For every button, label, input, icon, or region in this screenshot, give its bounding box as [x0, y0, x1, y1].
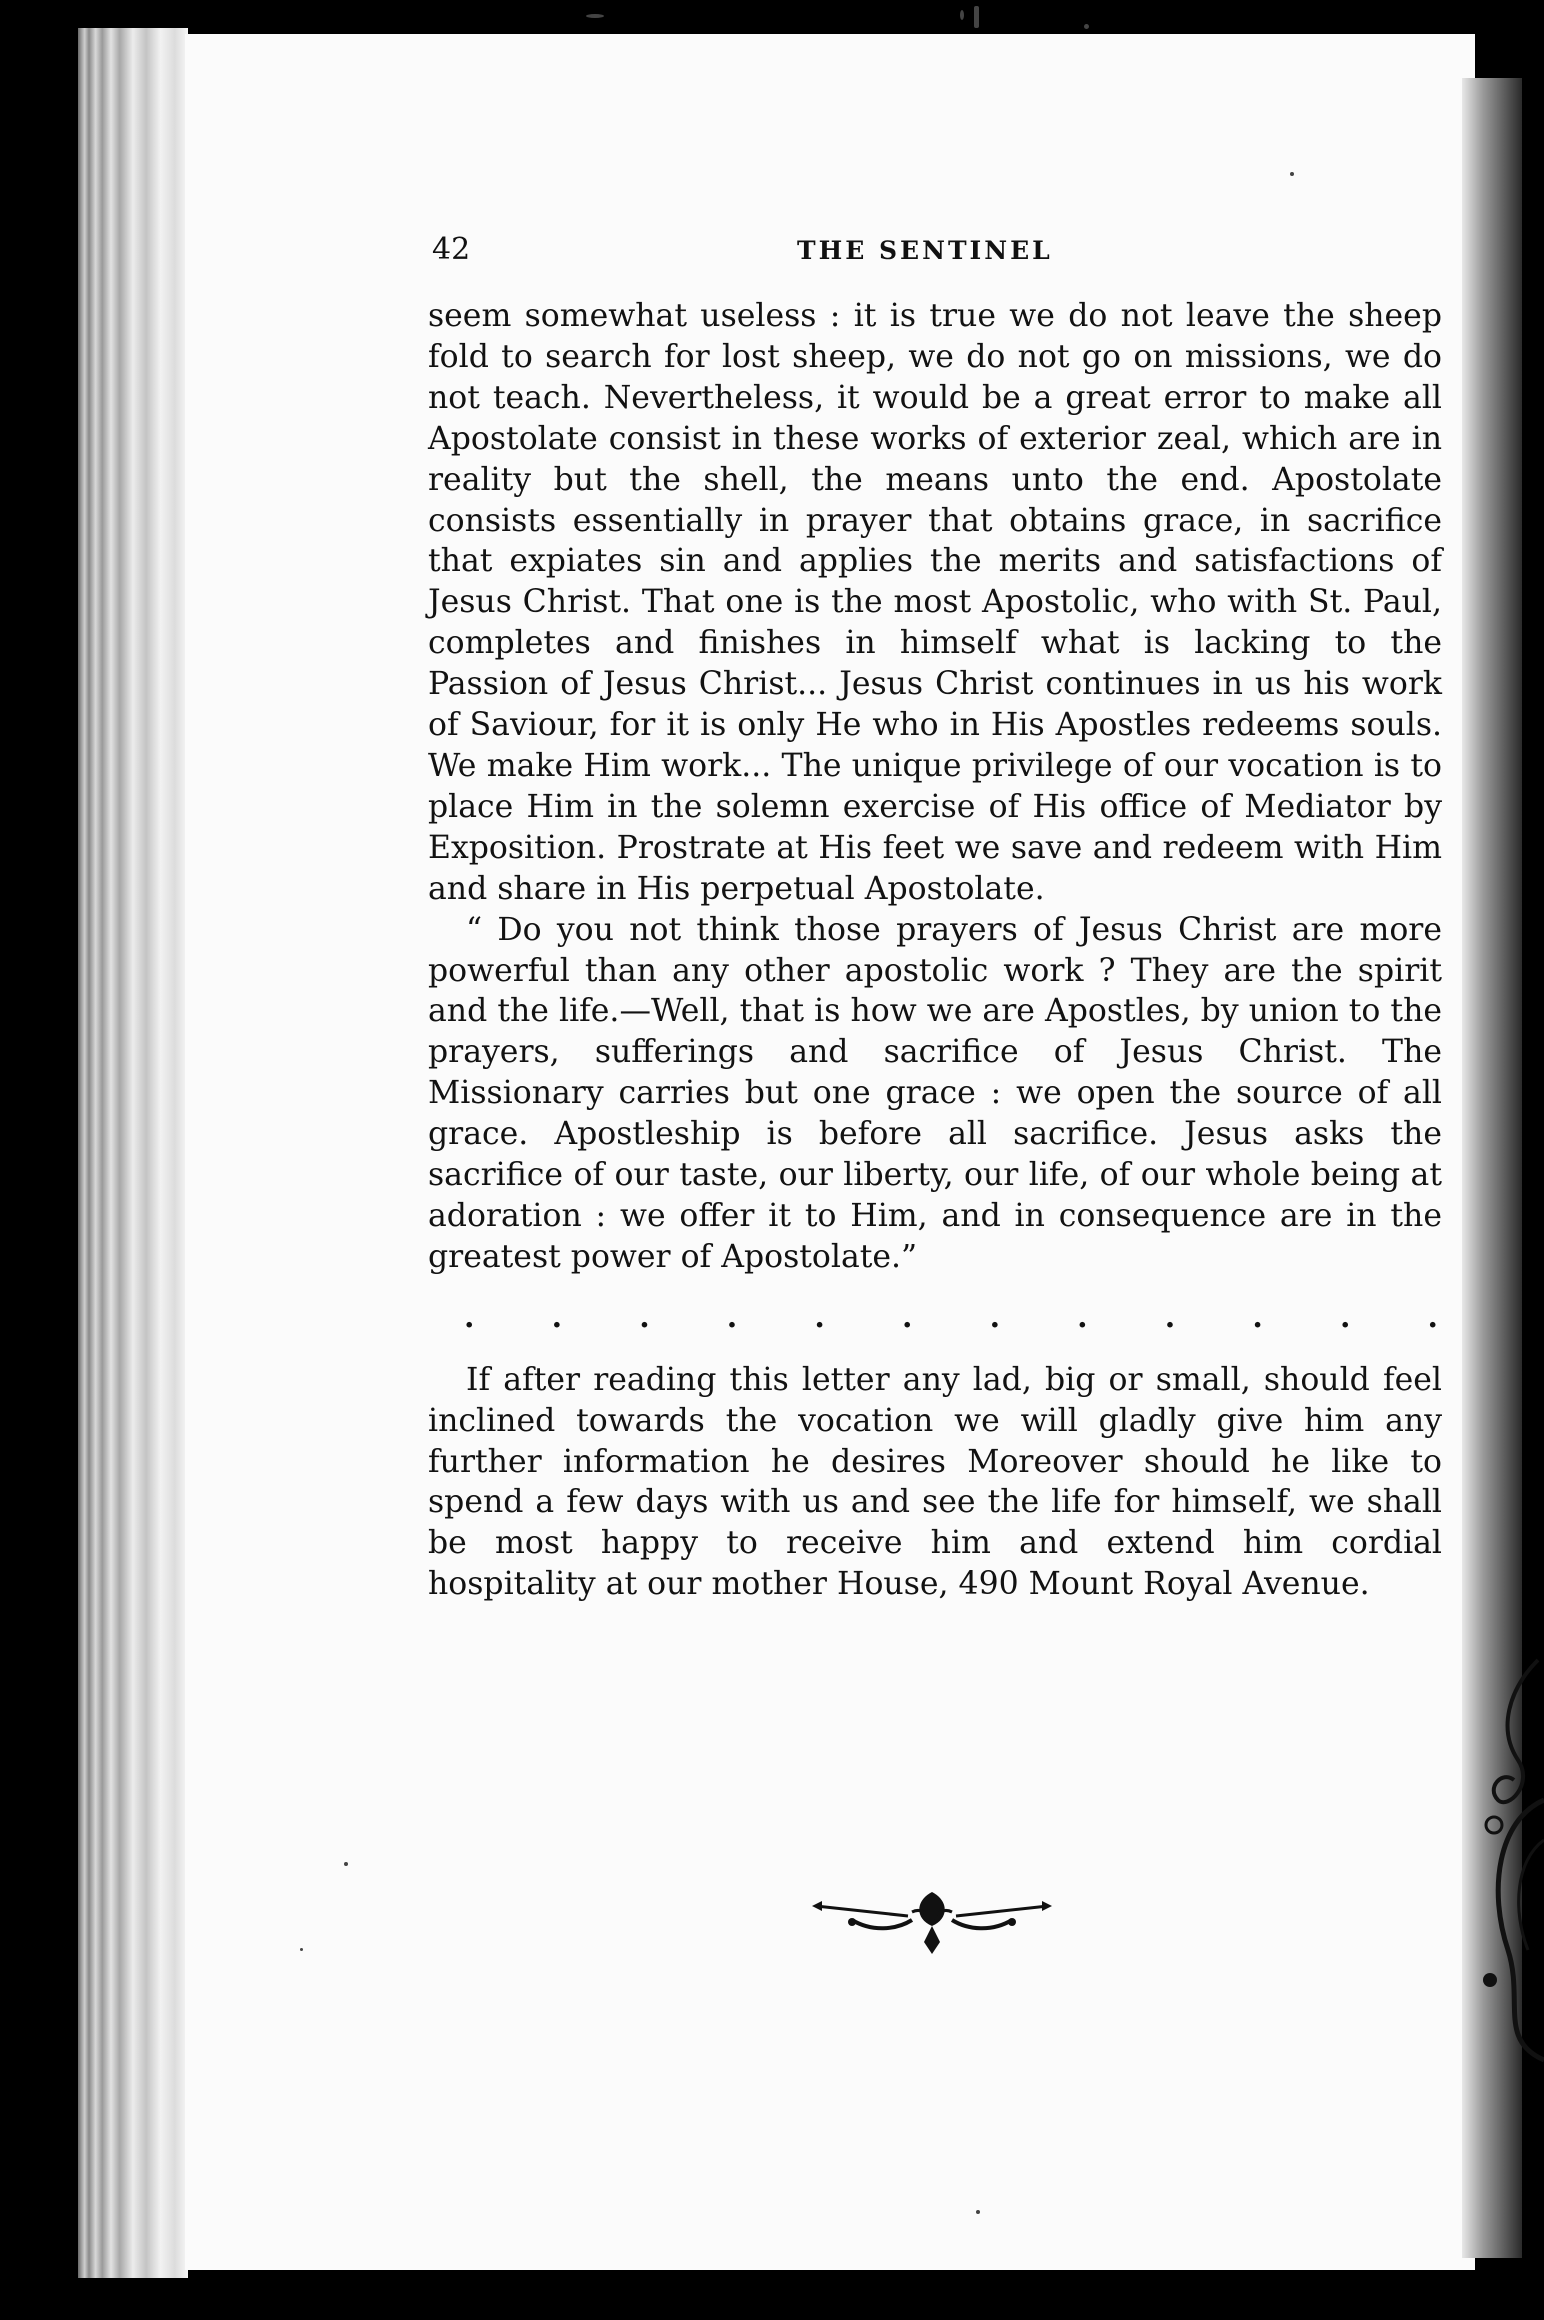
speck [300, 1948, 303, 1951]
section-break-dots [428, 1278, 1442, 1360]
speck [1084, 24, 1089, 29]
separator-dot: . [1077, 1300, 1088, 1336]
speck [976, 2210, 980, 2214]
separator-dot: . [1339, 1300, 1351, 1336]
separator-dot: . [1252, 1300, 1263, 1336]
paragraph-invitation: If after reading this letter any lad, big or small, should feel inclined towards the vocation we will gladly give him any further information he desires Moreover should he like to spend a few days with us and see the life for himself, we shall be most happy to receive him and extend him cordial hospitality at our mother House, 490 Mount Royal Avenue. [428, 1361, 1442, 1603]
speck [586, 14, 604, 18]
body-text [428, 296, 1442, 1605]
separator-dot: . [989, 1300, 1001, 1336]
speck [960, 10, 964, 20]
separator-dot: . [901, 1300, 913, 1336]
page-edge [78, 28, 188, 2278]
fleuron-tailpiece-icon [812, 1886, 1052, 1956]
page-number: 42 [432, 232, 471, 267]
separator-dot: . [551, 1300, 563, 1336]
separator-dot: . [814, 1300, 825, 1336]
facing-page-flourish-icon [1468, 1650, 1544, 2070]
separator-dot: . [464, 1300, 475, 1336]
separator-dot: . [1427, 1300, 1438, 1336]
speck [1290, 172, 1294, 176]
speck [0, 570, 24, 640]
running-title: THE SENTINEL [797, 236, 1053, 265]
separator-dot: . [639, 1300, 650, 1336]
separator-dot: . [1164, 1300, 1176, 1336]
speck [344, 1862, 348, 1866]
running-head [432, 232, 1072, 272]
separator-dot: . [726, 1300, 738, 1336]
paragraph-continued: seem somewhat useless : it is true we do not leave the sheep fold to search for lost sheep, we do not go on missions, we do not teach. Nevertheless, it would be a great error to make all Apostolate consist in these works of exterior zeal, which are in reality but the shell, the means unto the end. Apostolate consists essentially in prayer that obtains grace, in sacrifice that expiates sin and applies the merits and satisfactions of Jesus Christ. That one is the most Apostolic, who with St. Paul, completes and finishes in himself what is lacking to the Passion of Jesus Christ... Jesus Christ continues in us his work of Saviour, for it is only He who in His Apostles redeems souls. We make Him work... The unique privilege of our vocation is to place Him in the solemn exercise of His office of Mediator by Exposition. Prostrate at His feet we save and redeem with Him and share in His perpetual Apostolate. [428, 298, 1442, 907]
speck [974, 6, 979, 28]
paragraph-quotation: “ Do you not think those prayers of Jesus Christ are more powerful than any other apostolic work ? They are the spirit and the life.—Well, that is how we are Apostles, by union to the prayers, sufferings and sacrifice of Jesus Christ. The Missionary carries but one grace : we open the source of all grace. Apostleship is before all sacrifice. Jesus asks the sacrifice of our taste, our liberty, our life, of our whole being at adoration : we offer it to Him, and in consequence are in the greatest power of Apostolate.” [428, 911, 1442, 1275]
